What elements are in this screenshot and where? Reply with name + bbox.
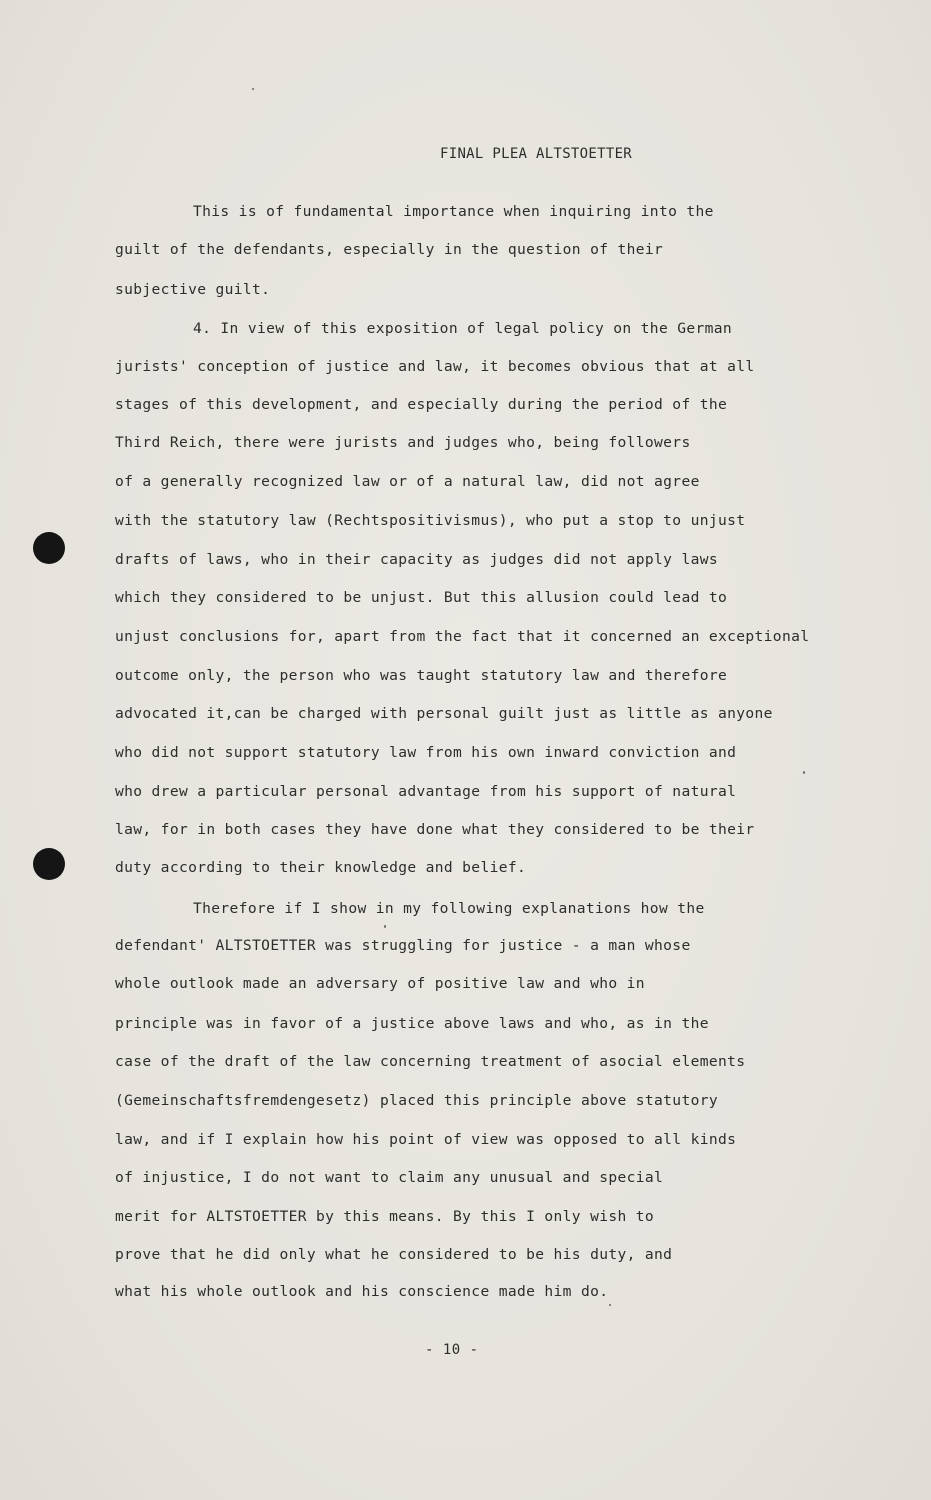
text-line: outcome only, the person who was taught statutory law and therefore	[115, 667, 728, 684]
text-line: Therefore if I show in my following explanations how the	[193, 900, 705, 917]
text-line: subjective guilt.	[115, 281, 271, 298]
paper-speck	[252, 88, 254, 90]
punch-hole-bottom	[33, 848, 65, 880]
text-line: 4. In view of this exposition of legal policy on the German	[193, 320, 733, 337]
text-line: stages of this development, and especially during the period of the	[115, 396, 728, 413]
text-line: case of the draft of the law concerning treatment of asocial elements	[115, 1053, 746, 1070]
page-number: - 10 -	[425, 1342, 479, 1358]
text-line: defendant' ALTSTOETTER was struggling for justice - a man whose	[115, 937, 691, 954]
text-line: advocated it,can be charged with personal guilt just as little as anyone	[115, 705, 773, 722]
paper-speck	[609, 1304, 611, 1306]
text-line: who drew a particular personal advantage from his support of natural	[115, 783, 737, 800]
text-line: merit for ALTSTOETTER by this means. By this I only wish to	[115, 1208, 655, 1225]
text-line: This is of fundamental importance when inquiring into the	[193, 203, 714, 220]
punch-hole-top	[33, 532, 65, 564]
text-line: who did not support statutory law from his own inward conviction and	[115, 744, 737, 761]
text-line: with the statutory law (Rechtspositivismus), who put a stop to unjust	[115, 512, 746, 529]
paper-speck	[803, 771, 805, 774]
text-line: which they considered to be unjust. But this allusion could lead to	[115, 589, 728, 606]
paper-speck	[384, 925, 386, 928]
text-line: of a generally recognized law or of a natural law, did not agree	[115, 473, 700, 490]
text-line: jurists' conception of justice and law, it becomes obvious that at all	[115, 358, 755, 375]
text-line: (Gemeinschaftsfremdengesetz) placed this principle above statutory	[115, 1092, 718, 1109]
text-line: Third Reich, there were jurists and judges who, being followers	[115, 434, 691, 451]
text-line: what his whole outlook and his conscience made him do.	[115, 1283, 609, 1300]
text-line: drafts of laws, who in their capacity as judges did not apply laws	[115, 551, 718, 568]
text-line: unjust conclusions for, apart from the fact that it concerned an exceptional	[115, 628, 810, 645]
text-line: whole outlook made an adversary of positive law and who in	[115, 975, 645, 992]
document-header: FINAL PLEA ALTSTOETTER	[440, 146, 633, 162]
text-line: law, for in both cases they have done what they considered to be their	[115, 821, 755, 838]
text-line: guilt of the defendants, especially in the question of their	[115, 241, 664, 258]
text-line: of injustice, I do not want to claim any unusual and special	[115, 1169, 664, 1186]
text-line: duty according to their knowledge and belief.	[115, 859, 527, 876]
text-line: principle was in favor of a justice above laws and who, as in the	[115, 1015, 709, 1032]
text-line: prove that he did only what he considered to be his duty, and	[115, 1246, 673, 1263]
text-line: law, and if I explain how his point of view was opposed to all kinds	[115, 1131, 737, 1148]
